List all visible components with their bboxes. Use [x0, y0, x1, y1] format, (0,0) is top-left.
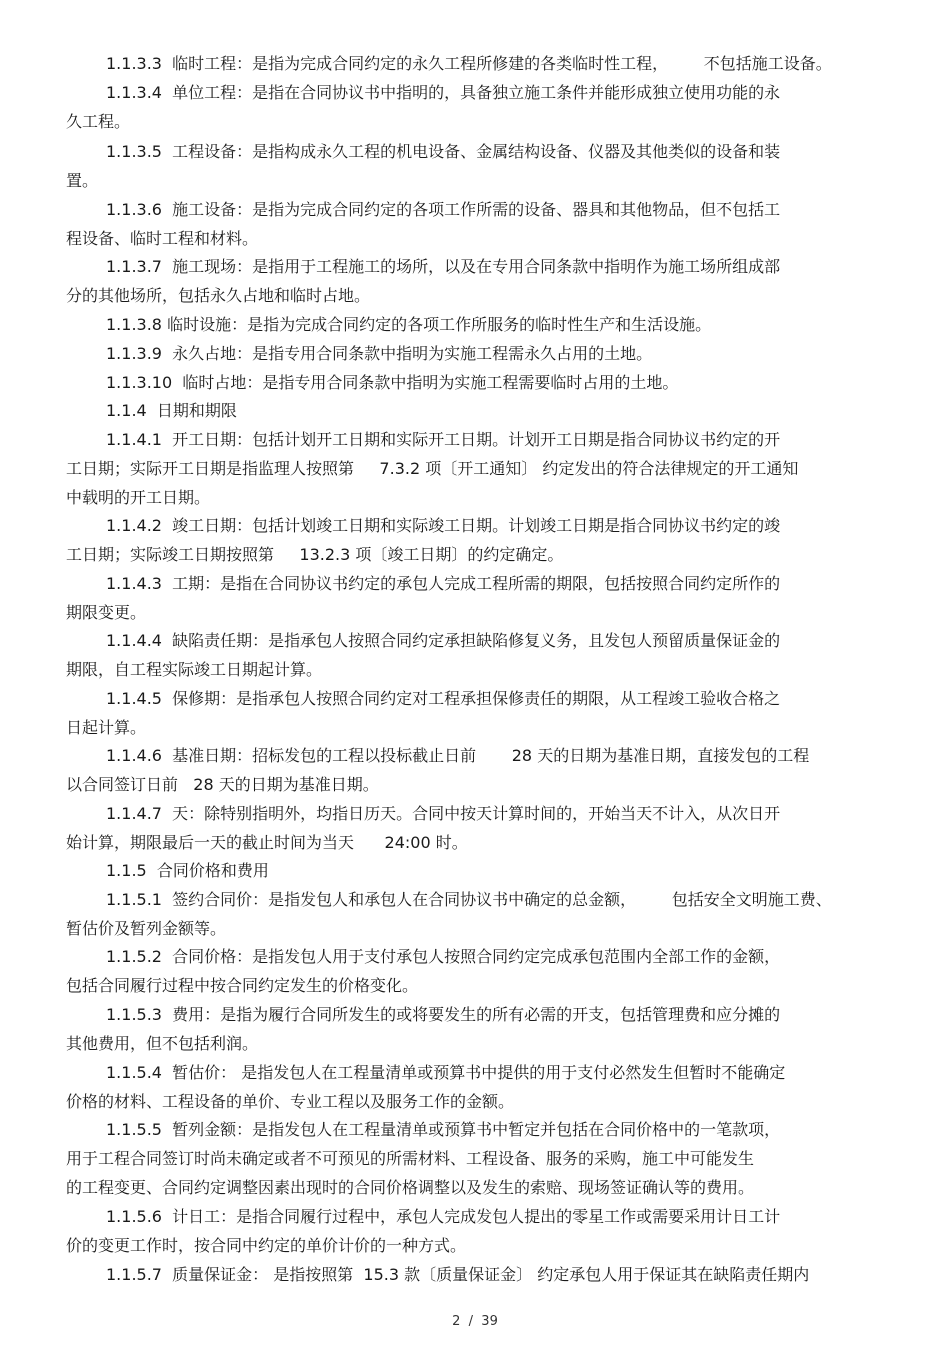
clause-1-1-5-4-continuation-line: 价格的材料、工程设备的单价、专业工程以及服务工作的金额。	[66, 1092, 515, 1111]
clause-1-1-4-4-first-line: 1.1.4.4 缺陷责任期：是指承包人按照合同约定承担缺陷修复义务，且发包人预留质量保证金的	[106, 631, 781, 650]
clause-1-1-4-2-first-line: 1.1.4.2 竣工日期：包括计划竣工日期和实际竣工日期。计划竣工日期是指合同协议书约定的竣	[106, 516, 781, 535]
clause-1-1-5-2-first-line: 1.1.5.2 合同价格：是指发包人用于支付承包人按照合同约定完成承包范围内全部工作的金额，	[106, 947, 781, 966]
clause-1-1-5-3-continuation-line: 其他费用，但不包括利润。	[66, 1034, 259, 1053]
clause-1-1-4-1-first-line: 1.1.4.1 开工日期：包括计划开工日期和实际开工日期。计划开工日期是指合同协议书约定的开	[106, 430, 781, 449]
clause-1-1-4-1-continuation-line: 中载明的开工日期。	[66, 488, 211, 507]
clause-1-1-5-1-first-line: 1.1.5.1 签约合同价：是指发包人和承包人在合同协议书中确定的总金额， 包括安全文明施工费、	[106, 890, 832, 909]
clause-1-1-5-5-continuation-line: 的工程变更、合同约定调整因素出现时的合同价格调整以及发生的索赔、现场签证确认等的费用。	[66, 1178, 755, 1197]
clause-1-1-3-9-first-line: 1.1.3.9 永久占地：是指专用合同条款中指明为实施工程需永久占用的土地。	[106, 344, 653, 363]
clause-1-1-3-4-first-line: 1.1.3.4 单位工程：是指在合同协议书中指明的，具备独立施工条件并能形成独立使用功能的永	[106, 83, 781, 102]
clause-1-1-5-1-continuation-line: 暂估价及暂列金额等。	[66, 919, 227, 938]
clause-1-1-5-5-continuation-line: 用于工程合同签订时尚未确定或者不可预见的所需材料、工程设备、服务的采购，施工中可能发生	[66, 1149, 755, 1168]
clause-1-1-5-4-first-line: 1.1.5.4 暂估价： 是指发包人在工程量清单或预算书中提供的用于支付必然发生但暂时不能确定	[106, 1063, 786, 1082]
clause-1-1-4-3-continuation-line: 期限变更。	[66, 603, 147, 622]
clause-1-1-3-6-continuation-line: 程设备、临时工程和材料。	[66, 229, 259, 248]
clause-1-1-4-3-first-line: 1.1.4.3 工期：是指在合同协议书约定的承包人完成工程所需的期限，包括按照合同约定所作的	[106, 574, 781, 593]
page-number: 2 / 39	[452, 1314, 498, 1329]
clause-1-1-4-2-continuation-line: 工日期；实际竣工日期按照第 13.2.3 项〔竣工日期〕的约定确定。	[66, 545, 564, 564]
clause-1-1-5-6-continuation-line: 价的变更工作时，按合同中约定的单价计价的一种方式。	[66, 1236, 467, 1255]
clause-1-1-5-first-line: 1.1.5 合同价格和费用	[106, 861, 269, 880]
clause-1-1-4-1-continuation-line: 工日期；实际开工日期是指监理人按照第 7.3.2 项〔开工通知〕 约定发出的符合法律规定的开工通知	[66, 459, 799, 478]
clause-1-1-4-7-continuation-line: 始计算，期限最后一天的截止时间为当天 24:00 时。	[66, 833, 468, 852]
clause-1-1-3-8-first-line: 1.1.3.8 临时设施：是指为完成合同约定的各项工作所服务的临时性生产和生活设施。	[106, 315, 712, 334]
clause-1-1-5-7-first-line: 1.1.5.7 质量保证金： 是指按照第 15.3 款〔质量保证金〕 约定承包人用于保证其在缺陷责任期内	[106, 1265, 810, 1284]
clause-1-1-4-6-first-line: 1.1.4.6 基准日期：招标发包的工程以投标截止日前 28 天的日期为基准日期，直接发包的工程	[106, 746, 810, 765]
clause-1-1-4-7-first-line: 1.1.4.7 天：除特别指明外，均指日历天。合同中按天计算时间的，开始当天不计入，从次日开	[106, 804, 781, 823]
clause-1-1-5-5-first-line: 1.1.5.5 暂列金额：是指发包人在工程量清单或预算书中暂定并包括在合同价格中的一笔款项，	[106, 1120, 781, 1139]
clause-1-1-5-2-continuation-line: 包括合同履行过程中按合同约定发生的价格变化。	[66, 976, 419, 995]
clause-1-1-3-5-first-line: 1.1.3.5 工程设备：是指构成永久工程的机电设备、金属结构设备、仪器及其他类似的设备和装	[106, 142, 781, 161]
clause-1-1-3-7-continuation-line: 分的其他场所，包括永久占地和临时占地。	[66, 286, 371, 305]
clause-1-1-4-6-continuation-line: 以合同签订日前 28 天的日期为基准日期。	[66, 775, 379, 794]
clause-1-1-3-3-first-line: 1.1.3.3 临时工程：是指为完成合同约定的永久工程所修建的各类临时性工程， 不包括施工设备。	[106, 54, 832, 73]
clause-1-1-4-5-first-line: 1.1.4.5 保修期：是指承包人按照合同约定对工程承担保修责任的期限，从工程竣工验收合格之	[106, 689, 781, 708]
clause-1-1-5-3-first-line: 1.1.5.3 费用：是指为履行合同所发生的或将要发生的所有必需的开支，包括管理费和应分摊的	[106, 1005, 781, 1024]
clause-1-1-3-5-continuation-line: 置。	[66, 171, 99, 190]
clause-1-1-4-first-line: 1.1.4 日期和期限	[106, 401, 237, 420]
clause-1-1-3-7-first-line: 1.1.3.7 施工现场：是指用于工程施工的场所，以及在专用合同条款中指明作为施工场所组成部	[106, 257, 781, 276]
clause-1-1-4-4-continuation-line: 期限，自工程实际竣工日期起计算。	[66, 660, 323, 679]
clause-1-1-3-4-continuation-line: 久工程。	[66, 112, 131, 131]
clause-1-1-5-6-first-line: 1.1.5.6 计日工：是指合同履行过程中，承包人完成发包人提出的零星工作或需要采用计日工计	[106, 1207, 781, 1226]
clause-1-1-3-10-first-line: 1.1.3.10 临时占地：是指专用合同条款中指明为实施工程需要临时占用的土地。	[106, 373, 679, 392]
clause-1-1-4-5-continuation-line: 日起计算。	[66, 718, 147, 737]
clause-1-1-3-6-first-line: 1.1.3.6 施工设备：是指为完成合同约定的各项工作所需的设备、器具和其他物品，但不包括工	[106, 200, 781, 219]
